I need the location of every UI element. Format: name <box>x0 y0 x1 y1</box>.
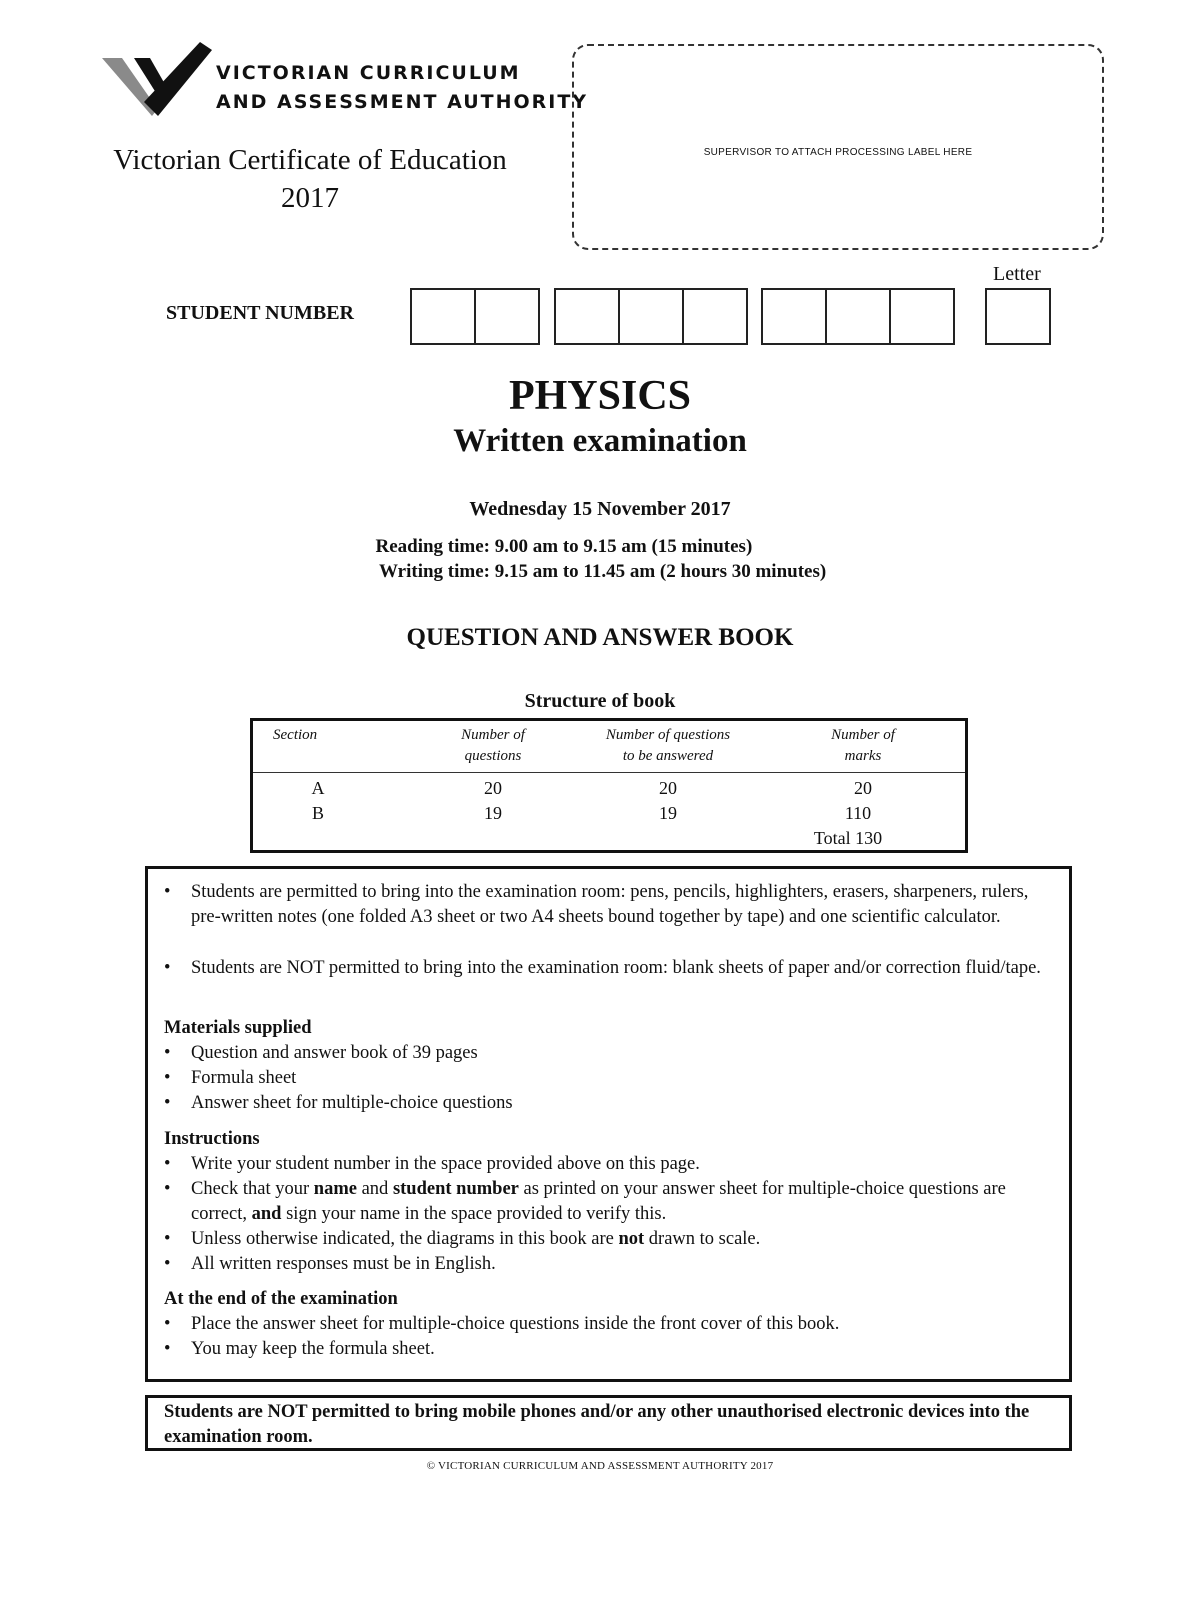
student-number-label: STUDENT NUMBER <box>166 302 354 324</box>
student-number-box[interactable] <box>889 288 955 345</box>
end-heading: At the end of the examination <box>164 1289 398 1309</box>
warning-text: Students are NOT permitted to bring mobile phones and/or any other unauthorised electronic devices into the examination room. <box>164 1402 1030 1447</box>
table-header-divider <box>253 772 965 773</box>
authority-name-line2: AND ASSESSMENT AUTHORITY <box>216 91 589 113</box>
materials-heading: Materials supplied <box>164 1018 312 1038</box>
student-number-box[interactable] <box>554 288 620 345</box>
warning-box <box>145 1395 1072 1451</box>
instructions-heading: Instructions <box>164 1129 260 1149</box>
letter-label: Letter <box>993 263 1041 285</box>
student-number-box[interactable] <box>682 288 748 345</box>
student-number-box[interactable] <box>474 288 540 345</box>
exam-subject: PHYSICS <box>508 373 692 419</box>
student-letter-box[interactable] <box>985 288 1051 345</box>
vcaa-checkmark-icon <box>100 40 220 120</box>
student-number-box[interactable] <box>761 288 827 345</box>
table-header-answered: Number of questions to be answered <box>605 727 731 764</box>
book-title: QUESTION AND ANSWER BOOK <box>406 624 794 651</box>
student-number-box[interactable] <box>410 288 476 345</box>
authority-name-line1: VICTORIAN CURRICULUM <box>216 62 521 84</box>
reading-time-value: 9.00 am to 9.15 am (15 minutes) <box>494 536 753 557</box>
table-total: Total 130 <box>813 828 883 848</box>
table-cell: 19 <box>659 803 677 823</box>
table-cell: 19 <box>484 803 502 823</box>
table-header-questions: Number of questions <box>461 727 525 764</box>
certificate-year: 2017 <box>281 182 339 214</box>
exam-date: Wednesday 15 November 2017 <box>469 498 731 520</box>
student-number-box[interactable] <box>825 288 891 345</box>
table-header-marks: Number of marks <box>831 727 895 764</box>
table-cell: 20 <box>659 778 677 798</box>
copyright-notice: © VICTORIAN CURRICULUM AND ASSESSMENT AUTHORITY 2017 <box>426 1460 774 1472</box>
exam-subtitle: Written examination <box>453 423 747 459</box>
reading-time <box>355 536 752 558</box>
reading-time-label: Reading time: <box>375 536 490 557</box>
supervisor-label-text: SUPERVISOR TO ATTACH PROCESSING LABEL HERE <box>703 147 973 158</box>
structure-title: Structure of book <box>524 690 676 712</box>
table-header-section: Section <box>273 727 318 743</box>
writing-time <box>355 561 826 583</box>
table-cell: 20 <box>854 778 872 798</box>
certificate-title: Victorian Certificate of Education <box>113 144 507 176</box>
instructions-box: • Students are permitted to bring into the examination room: pens, pencils, highlighters, erasers, sharpeners, rulers, pre-written notes (one folded A3 sheet or two A4 sheets bound together by tape) and one scientific calculator. • Students are NOT permitted to bring into the examination room: blank sheets of paper and/or correction fluid/tape. Materials supplied • Question and answer book of 39 pages • Formula sheet • Answer sheet for multiple-choice questions Instructions • Write your student number in the space provided above on this page. • Check that your name and student number as printed on your answer sheet for multiple-choice questions are correct, and sign your name in the space provided to verify this. • Unless otherwise indicated, the diagrams in this book are not drawn to scale. • All written responses must be in English. At the end of the examination • Place the answer sheet for multiple-choice questions inside the front cover of this book. • You may keep the formula sheet. <box>145 866 1072 1382</box>
table-cell: A <box>311 778 325 798</box>
table-cell: 110 <box>844 803 872 823</box>
table-cell: 20 <box>484 778 502 798</box>
processing-label-area <box>572 44 1104 250</box>
student-number-box[interactable] <box>618 288 684 345</box>
table-cell: B <box>311 803 324 823</box>
writing-time-label: Writing time: <box>379 561 490 582</box>
structure-table <box>250 718 968 853</box>
writing-time-value: 9.15 am to 11.45 am (2 hours 30 minutes) <box>494 561 827 582</box>
